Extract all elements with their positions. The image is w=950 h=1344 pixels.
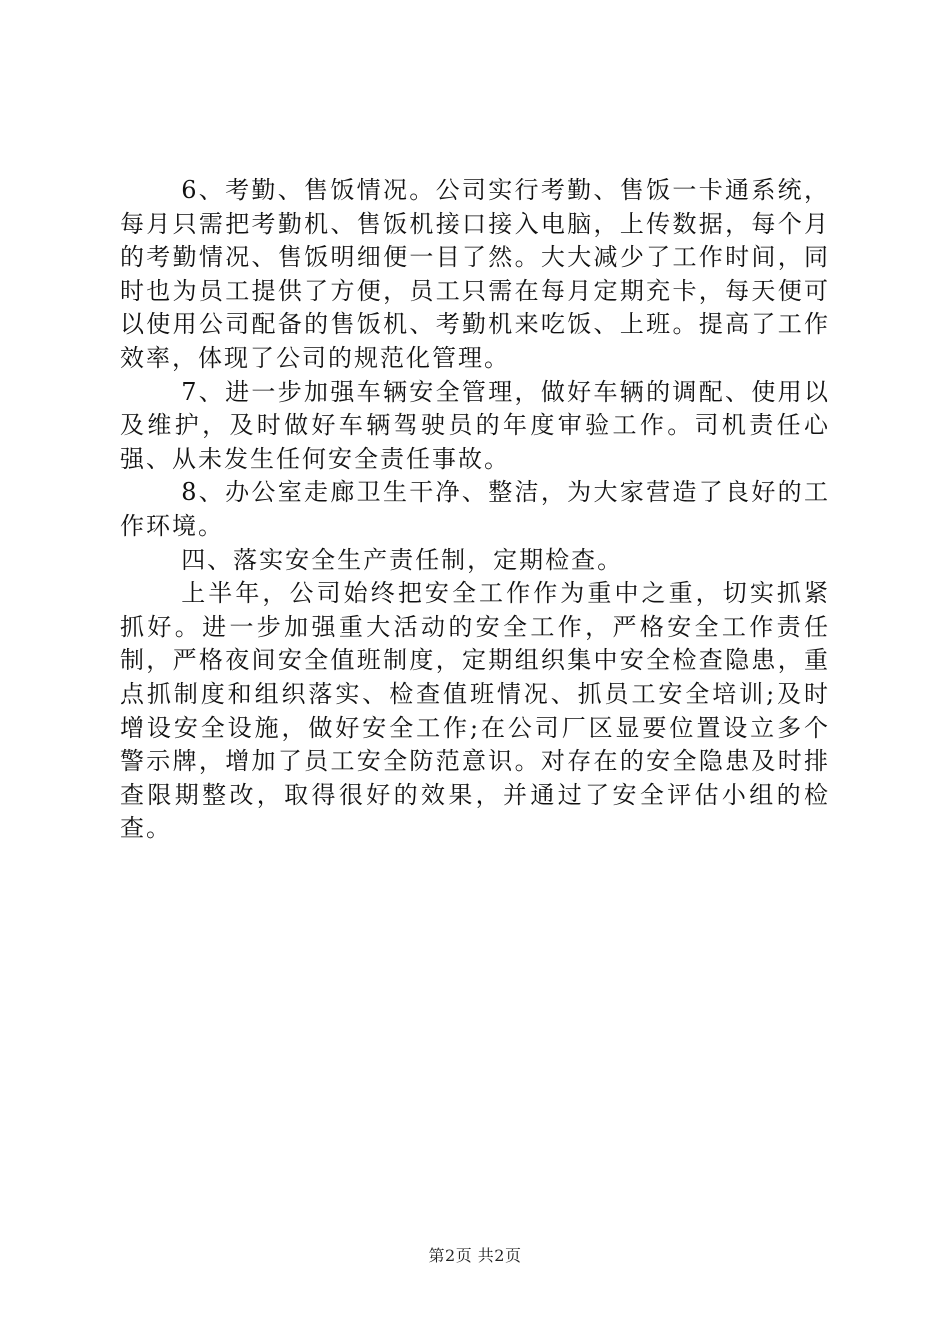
page-number-footer: 第2页 共2页: [428, 1246, 522, 1265]
section-heading-safety-responsibility: 四、落实安全生产责任制，定期检查。: [181, 545, 624, 574]
document-body: [120, 174, 830, 846]
paragraph-safety-work: 上半年，公司始终把安全工作作为重中之重，切实抓紧抓好。进一步加强重大活动的安全工作，严格安全工作责任制，严格夜间安全值班制度，定期组织集中安全检查隐患，重点抓制度和组织落实、检查值班情况、抓员工安全培训;及时增设安全设施，做好安全工作;在公司厂区显要位置设立多个警示牌，增加了员工安全防范意识。对存在的安全隐患及时排查限期整改，取得很好的效果，并通过了安全评估小组的检查。: [120, 579, 830, 843]
paragraph-office-hygiene: 8、办公室走廊卫生干净、整洁，为大家营造了良好的工作环境。: [120, 478, 830, 540]
paragraph-vehicle-safety: 7、进一步加强车辆安全管理，做好车辆的调配、使用以及维护，及时做好车辆驾驶员的年度审验工作。司机责任心强、从未发生任何安全责任事故。: [120, 377, 830, 473]
paragraph-attendance-meals: 6、考勤、售饭情况。公司实行考勤、售饭一卡通系统，每月只需把考勤机、售饭机接口接入电脑，上传数据，每个月的考勤情况、售饭明细便一目了然。大大减少了工作时间，同时也为员工提供了方便，员工只需在每月定期充卡，每天便可以使用公司配备的售饭机、考勤机来吃饭、上班。提高了工作效率，体现了公司的规范化管理。: [120, 176, 830, 372]
